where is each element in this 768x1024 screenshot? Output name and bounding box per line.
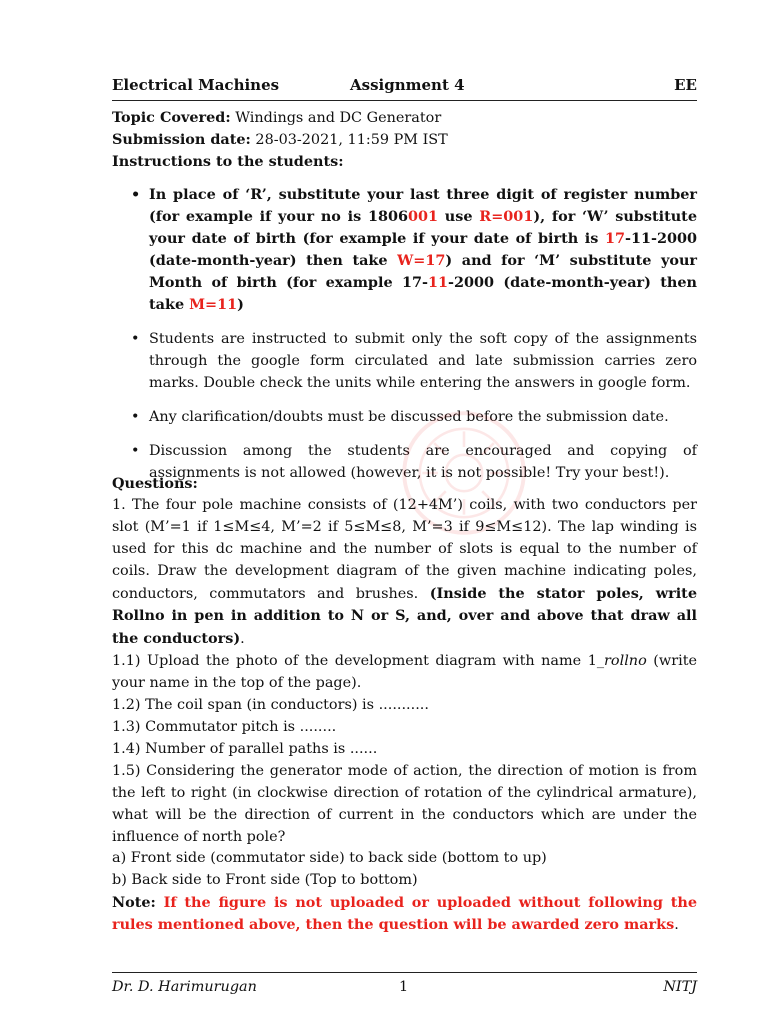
question-1-5: 1.5) Considering the generator mode of action, the direction of motion is from the left to right (in clockwise direction of rotation of the cylindrical armature), what will be the direction of current in the conductors which are under the influence of north pole? (112, 762, 697, 845)
instruction-item-discussion: • Discussion among the students are encouraged and copying of assignments is not allowed (however, it is not possible! Try your best!). (112, 440, 697, 484)
note-label: Note: (112, 894, 156, 912)
note: Note: If the figure is not uploaded or uploaded without following the rules mentioned above, then the question will be awarded zero marks. (112, 894, 697, 934)
question-1-2: 1.2) The coil span (in conductors) is ........... (112, 697, 429, 714)
bullet-icon: • (131, 443, 140, 459)
submission-label: Submission date: (112, 131, 251, 148)
document-page (112, 0, 697, 1024)
bullet-icon: • (131, 409, 140, 425)
submission-line (112, 129, 697, 151)
instruction-item-clarification: • Any clarification/doubts must be discussed before the submission date. (112, 406, 697, 428)
page-header (112, 76, 697, 96)
question-1-4: 1.4) Number of parallel paths is ...... (112, 740, 378, 757)
bullet-icon: • (131, 331, 140, 347)
topic-line (112, 107, 697, 129)
page-number: 1 (399, 979, 409, 995)
questions-section (112, 473, 697, 937)
instruction-item-substitution: • In place of ‘R’, substitute your last three digit of register number (for example if your no is 1806001 use R=001), for ‘W’ substitute your date of birth (for example if your date of birth is 17-11-2000 (date-month-year) then take W=17) and for ‘M’ substitute your Month of birth (for example 17-11-2000 (date-month-year) then take M=11) (131, 186, 697, 313)
header-course: Electrical Machines (112, 76, 280, 94)
footer-rule (112, 972, 697, 973)
footer-author: Dr. D. Harimurugan (112, 979, 257, 995)
question-1: 1. The four pole machine consists of (12+4M’) coils, with two conductors per slot (M’=1 if 1≤M≤4, M’=2 if 5≤M≤8, M’=3 if 9≤M≤12). The lap winding is used for this dc machine and the number of slots is equal to the number of coils. Draw the development diagram of the given machine indicating poles, conductors, commutators and brushes. (Inside the stator poles, write Rollno in pen in addition to N or S, and, over and above that draw all the conductors). (112, 496, 697, 648)
option-a: a) Front side (commutator side) to back side (bottom to up) (112, 850, 547, 867)
header-assignment: Assignment 4 (350, 76, 465, 94)
bullet-icon: • (131, 186, 141, 203)
questions-heading: Questions: (112, 475, 198, 492)
instructions-heading: Instructions to the students: (112, 153, 344, 170)
header-rule (112, 100, 697, 101)
question-1-3: 1.3) Commutator pitch is ........ (112, 718, 337, 735)
submission-value: 28-03-2021, 11:59 PM IST (250, 132, 448, 148)
option-b: b) Back side to Front side (Top to bottom) (112, 872, 418, 889)
footer-institute: NITJ (663, 979, 697, 995)
page-footer (112, 979, 697, 999)
question-1-bold-instruction: (Inside the stator poles, write Rollno in pen in addition to N or S, and, over and above that draw all the conductors) (112, 584, 697, 648)
note-text: If the figure is not uploaded or uploaded without following the rules mentioned above, then the question will be awarded zero marks (112, 894, 697, 934)
topic-value: Windings and DC Generator (230, 110, 442, 126)
instruction-item-submission: • Students are instructed to submit only the soft copy of the assignments through the google form circulated and late submission carries zero marks. Double check the units while entering the answers in google form. (112, 328, 697, 394)
header-dept: EE (674, 76, 697, 94)
topic-label: Topic Covered: (112, 109, 231, 126)
assignment-meta (112, 107, 697, 173)
question-1-1: 1.1) Upload the photo of the development diagram with name 1_rollno (write your name in the top of the page). (112, 653, 697, 692)
